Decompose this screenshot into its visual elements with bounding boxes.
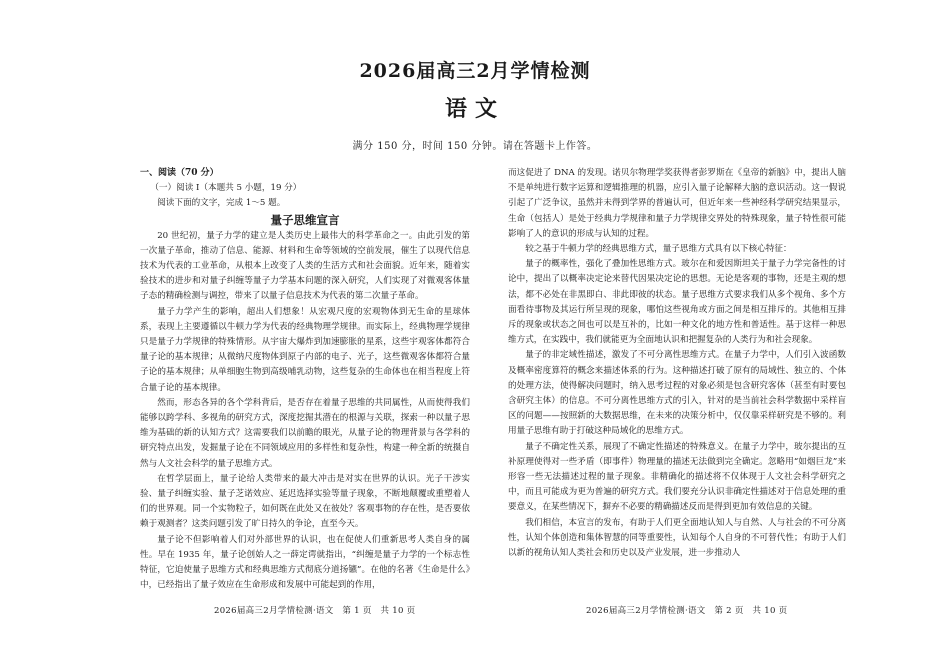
article-paragraph: 量子的概率性，强化了叠加性思维方式。玻尔在和爱因斯坦关于量子力学完备性的讨论中，提出了以概率决定论来替代因果决定论的思想。无论是客观的事物，还是主观的想法，都不必处在非黑即白、非此即彼的状态。量子思维方式要求我们从多个视角、多个方面看待事物及其运行所呈现的现象，哪怕这些视角或方面之间是相互排斥的。其他相互排斥的现象或状态之间也可以是互补的，比如一种文化的地方性和普适性。基于这样一种思维方式，在实践中，我们就能更为全面地认识和把握复杂的人类行为和社会现象。	[508, 259, 846, 346]
exam-title: 2026届高三2月学情检测	[359, 60, 591, 82]
article-paragraph: 量子的非定域性描述，激发了不可分离性思维方式。在量子力学中，人们引入波函数及概率密度算符的概念来描述体系的行为。这种描述打破了原有的局域性、独立的、个体的处理方法，使得解决问题时，纳入思考过程的对象必须是包含研究客体（甚至有时要包含研究主体）的信息。不可分离性思维方式的引入，针对的是当前社会科学数据中采样盲区的问题——按照新的大数据思维，在未来的决策分析中，仅仅靠采样研究是不够的。利用量子思维有助于打破这种局域化的思维方式。	[508, 350, 846, 437]
article-paragraph: 而这促进了 DNA 的发现。诺贝尔物理学奖获得者彭罗斯在《皇帝的新脑》中，提出人脑不是单纯进行数字运算和逻辑推理的机器，应引入量子论解释大脑的意识活动。这一假说引起了广泛争议，虽然并未得到学界的普遍认可，但近年来一些神经科学研究结果显示，生命（包括人）是处于经典力学规律和量子力学规律交界处的特殊现象，量子特性很可能影响了人的意识的形成与认知的过程。	[508, 168, 846, 239]
article-paragraph: 较之基于牛顿力学的经典思维方式，量子思维方式具有以下核心特征：	[525, 244, 792, 255]
article-paragraph: 我们相信，本宣言的发布，有助于人们更全面地认知人与自然、人与社会的不可分离性，认知个体创造和集体智慧的同等重要性，认知每个人自身的不可替代性；有助于人们以新的视角认知人类社会和历史以及产业发展，进一步推动人	[508, 517, 846, 559]
article-paragraph: 量子力学产生的影响，超出人们想象！从宏观尺度的宏观物体到无生命的星球体系，表现上主要遵循以牛顿力学为代表的经典物理学规律。而实际上，经典物理学规律只是量子力学规律的特殊情形。从宇宙大爆炸到加速膨胀的星系，这些宇观客体都符合量子论的基本规律；从微纳尺度物体到原子内部的电子、光子，这些微观客体都符合量子论的基本规律；从单细胞生物到高级哺乳动物，这些复杂的生命体也在相当程度上符合量子论的基本规律。	[140, 306, 470, 393]
exam-notice: 满分 150 分，时间 150 分钟。请在答题卡上作答。	[352, 141, 598, 152]
article-paragraph: 然而，形态各异的各个学科背后，是否存在着量子思维的共同属性，从而使得我们能够以跨学科、多视角的研究方式，深度挖掘其潜在的根源与关联，探索一种以量子思维为基础的新的认知方式？这需要我们以前瞻的眼光，从量子论的物理背景与各学科的研究特点出发，发掘量子论在不同领域应用的多样性和复杂性，构建一种全新的统摄自然与人文社会科学的量子思维方式。	[140, 397, 470, 469]
reading-instruction: 阅读下面的文字，完成 1～5 题。	[157, 198, 286, 209]
article-paragraph: 量子论不但影响着人们对外部世界的认识，也在促使人们重新思考人类自身的属性。早在 1935 年，量子论创始人之一薛定谔就指出，“纠缠是量子力学的一个标志性特征，它迫使量子思维方式和经典思维方式彻底分道扬镳”。在他的名著《生命是什么》中，已经指出了量子效应在生命形成和发展中可能起到的作用，	[140, 534, 470, 591]
section-heading: 一、阅读（70 分）	[140, 168, 219, 178]
subsection-heading: （一）阅读 I（本题共 5 小题，19 分）	[150, 183, 302, 194]
page-footer-2: 2026届高三2月学情检测·语文 第 2 页 共 10 页	[586, 606, 788, 616]
article-paragraph: 在哲学层面上，量子论给人类带来的最大冲击是对实在世界的认识。光子干涉实验、量子纠缠实验、量子芝诺效应、延迟选择实验等量子现象，不断地颠覆或重塑着人们的世界观。同一个实物粒子，如何既在此处又在彼处？客观事物的存在性，是否要依赖于观测者？这类问题引发了旷日持久的争论，直至今天。	[140, 473, 470, 530]
article-paragraph: 20 世纪初，量子力学的建立是人类历史上最伟大的科学革命之一。由此引发的第一次量子革命，推动了信息、能源、材料和生命等领域的空前发展，催生了以现代信息技术为代表的工业革命，从根本上改变了人类的生活方式和社会面貌。近年来，随着实验技术的进步和对量子纠缠等量子力学基本问题的深入研究，人们实现了对微观客体量子态的精确检测与调控，带来了以量子信息技术为代表的第二次量子革命。	[140, 230, 470, 302]
page-footer-1: 2026届高三2月学情检测·语文 第 1 页 共 10 页	[214, 606, 416, 616]
left-column	[140, 166, 470, 593]
right-column	[508, 166, 846, 561]
article-title: 量子思维宣言	[270, 212, 340, 227]
subject-title: 语文	[444, 96, 505, 122]
article-paragraph: 量子不确定性关系，展现了不确定性描述的特殊意义。在量子力学中，玻尔提出的互补原理使得对一些矛盾（即事件）物理量的描述无法做到完全确定。忽略用“如烟巨龙”来形容一些无法描述过程的量子现象。非精确化的描述将不仅体现于人文社会科学研究之中，而且可能成为更为普遍的研究方式。我们要充分认识非确定性描述对于信息处理的重要意义，在某些情况下，摒弃不必要的精确描述反而是得到更加有效信息的关键。	[508, 441, 846, 513]
